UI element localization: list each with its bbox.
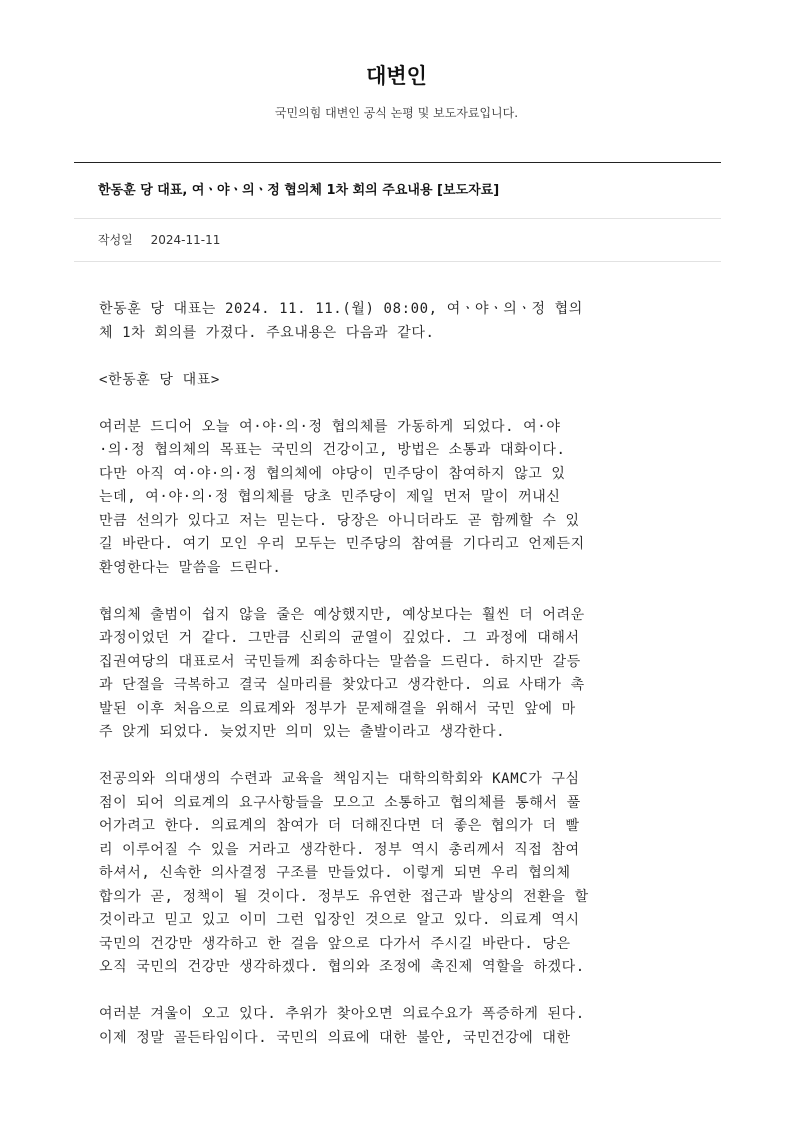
post-date: 2024-11-11 bbox=[150, 233, 221, 247]
post-title-row bbox=[74, 163, 721, 219]
site-header bbox=[0, 0, 793, 122]
article-speaker-heading: <한동훈 당 대표> bbox=[99, 371, 220, 388]
article-paragraph: 여러분 겨울이 오고 있다. 추위가 찾아오면 의료수요가 폭증하게 된다. 이제 정말 골든타임이다. 국민의 의료에 대한 불안, 국민건강에 대한 bbox=[99, 1006, 585, 1046]
site-title[interactable]: 대변인 bbox=[366, 64, 427, 88]
article-paragraph-intro: 한동훈 당 대표는 2024. 11. 11.(월) 08:00, 여ㆍ야ㆍ의ㆍ정 협의 체 1차 회의를 가졌다. 주요내용은 다음과 같다. bbox=[99, 301, 583, 341]
article-paragraph: 여러분 드디어 오늘 여·야·의·정 협의체를 가동하게 되었다. 여·야 ·의·정 협의체의 목표는 국민의 건강이고, 방법은 소통과 대화이다. 다만 아직 여·야·의·정 협의체에 야당이 민주당이 참여하지 않고 있 는데, 여·야·의·정 협의체를 당초 민주당이 제일 먼저 말이 꺼내신 만큼 선의가 있다고 저는 믿는다. 당장은 아니더라도 곧 함께할 수 있 길 바란다. 여기 모인 우리 모두는 민주당의 참여를 기다리고 언제든지 환영한다는 말씀을 드린다. bbox=[99, 418, 585, 576]
post-meta bbox=[74, 219, 721, 262]
site-subtitle: 국민의힘 대변인 공식 논평 및 보도자료입니다. bbox=[274, 106, 519, 120]
article-paragraph: 전공의와 의대생의 수련과 교육을 책임지는 대학의학회와 KAMC가 구심 점이 되어 의료계의 요구사항들을 모으고 소통하고 협의체를 통해서 풀 어가려고 한다. 의료계의 참여가 더 더해진다면 더 좋은 협의가 더 빨 리 이루어질 수 있을 거라고 생각한다. 정부 역시 총리께서 직접 참여 하셔서, 신속한 의사결정 구조를 만들었다. 이렇게 되면 우리 협의체 합의가 곧, 정책이 될 것이다. 정부도 유연한 접근과 발상의 전환을 할 것이라고 믿고 있고 이미 그런 입장인 것으로 알고 있다. 의료계 역시 국민의 건강만 생각하고 한 걸음 앞으로 다가서 주시길 바란다. 당은 오직 국민의 건강만 생각하겠다. 협의와 조정에 촉진제 역할을 하겠다. bbox=[99, 771, 589, 975]
post-title: 한동훈 당 대표, 여ㆍ야ㆍ의ㆍ정 협의체 1차 회의 주요내용 [보도자료] bbox=[98, 183, 500, 198]
post-header bbox=[74, 162, 721, 262]
article-paragraph: 협의체 출범이 쉽지 않을 줄은 예상했지만, 예상보다는 훨씬 더 어려운 과정이었던 거 같다. 그만큼 신뢰의 균열이 깊었다. 그 과정에 대해서 집권여당의 대표로서 국민들께 죄송하다는 말씀을 드린다. 하지만 갈등 과 단절을 극복하고 결국 실마리를 찾았다고 생각한다. 의료 사태가 촉 발된 이후 처음으로 의료계와 정부가 문제해결을 위해서 국민 앞에 마 주 앉게 되었다. 늦었지만 의미 있는 출발이라고 생각한다. bbox=[99, 606, 585, 740]
date-label: 작성일 bbox=[98, 233, 133, 247]
article-body bbox=[99, 298, 695, 1074]
